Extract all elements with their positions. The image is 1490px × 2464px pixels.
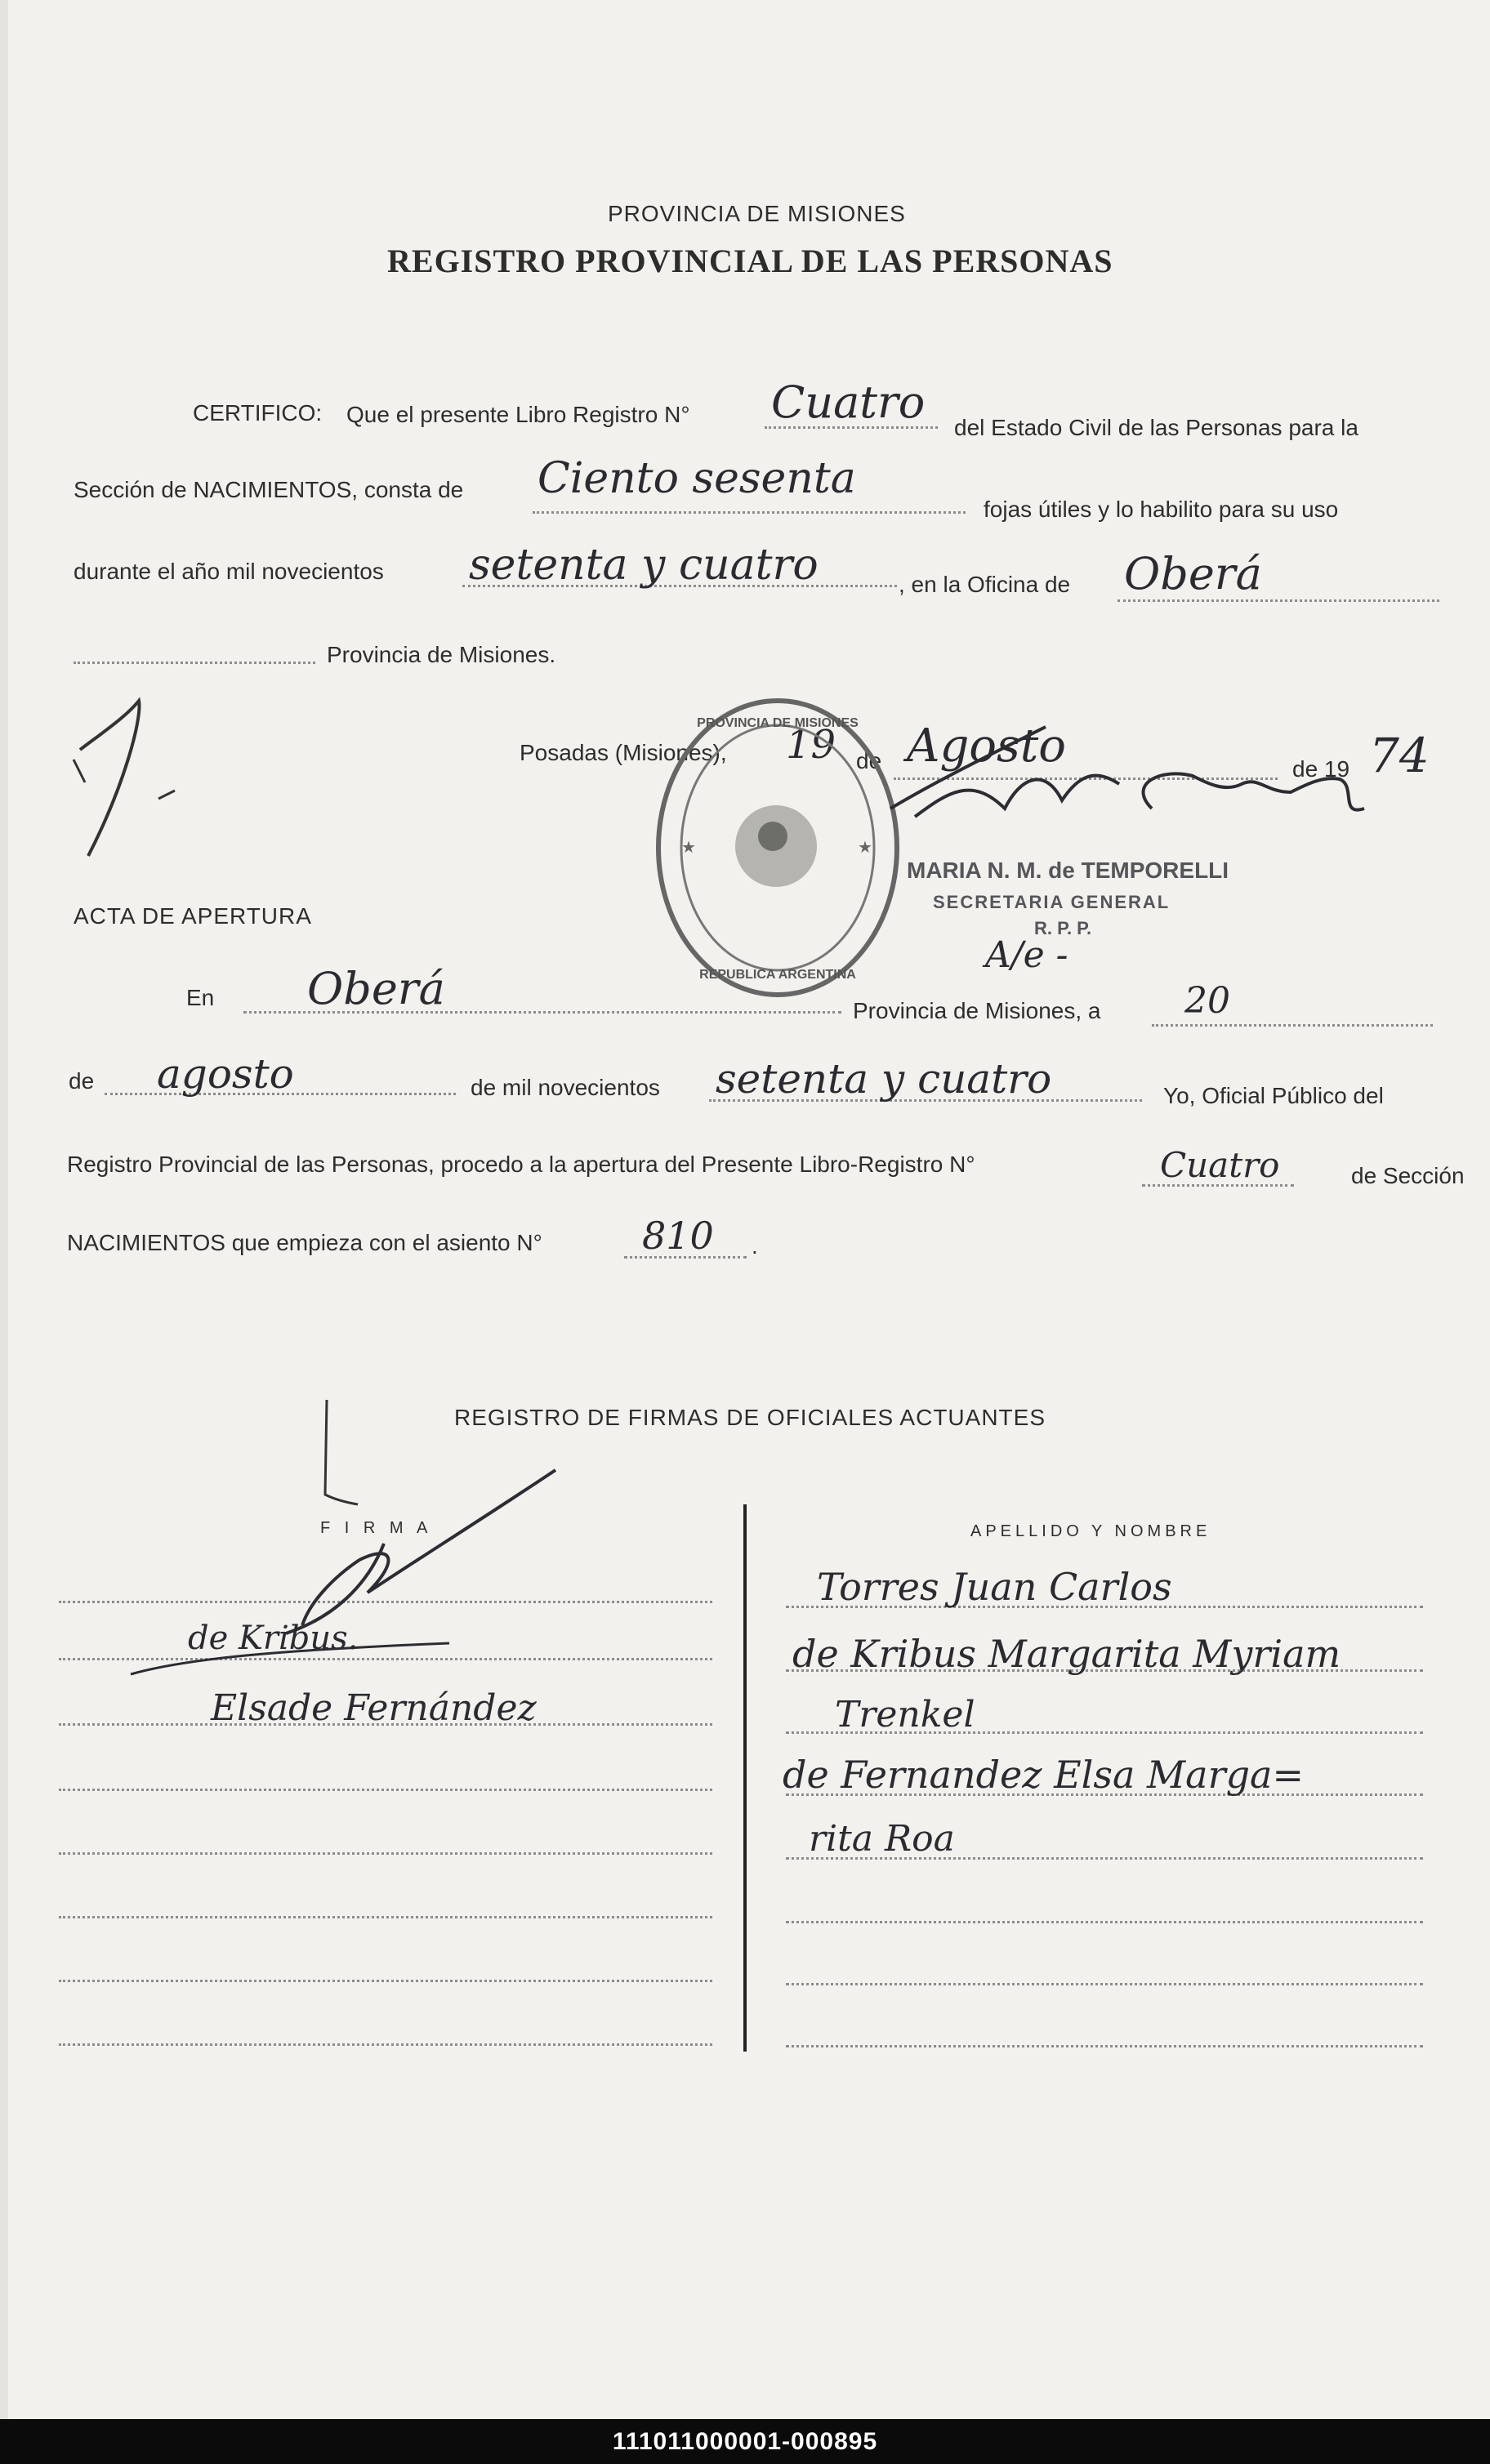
cert-line4: Provincia de Misiones.	[327, 642, 556, 667]
stamp-org: R. P. P.	[1034, 918, 1092, 938]
cert-line1-b: del Estado Civil de las Personas para la	[954, 415, 1358, 440]
cert-month: Agosto	[907, 720, 1066, 773]
official-name-5: rita Roa	[809, 1818, 955, 1860]
firma-line	[59, 2043, 712, 2046]
cert-year-prefix: de 19	[1292, 756, 1350, 782]
cert-line2-a: Sección de NACIMIENTOS, consta de	[74, 477, 464, 502]
acta-yo: Yo, Oficial Público del	[1163, 1083, 1384, 1108]
firma-line	[59, 1980, 712, 1982]
svg-text:REPUBLICA ARGENTINA: REPUBLICA ARGENTINA	[699, 968, 856, 982]
cert-folios: Ciento sesenta	[538, 454, 856, 503]
name-line	[786, 2045, 1423, 2047]
cert-day: 19	[786, 722, 836, 768]
svg-text:★: ★	[858, 837, 872, 857]
acta-day: 20	[1184, 980, 1230, 1022]
acta-year-words: setenta y cuatro	[716, 1055, 1052, 1103]
cert-office: Oberá	[1124, 548, 1262, 599]
cert-line2-b: fojas útiles y lo habilito para su uso	[984, 497, 1339, 522]
acta-day-dots	[1152, 1024, 1433, 1027]
secretary-signature	[882, 694, 1405, 874]
cert-year-suffix: 74	[1369, 728, 1430, 783]
header-registry: REGISTRO PROVINCIAL DE LAS PERSONAS	[387, 243, 1113, 279]
cert-lead: CERTIFICO:	[193, 400, 323, 426]
stamp-initials: A/e -	[985, 934, 1068, 976]
firma-line	[59, 1789, 712, 1791]
acta-city: Oberá	[307, 963, 445, 1014]
name-line	[786, 1921, 1423, 1923]
cert-year-words: setenta y cuatro	[469, 541, 819, 590]
name-line	[786, 1983, 1423, 1985]
page-edge	[0, 0, 8, 2419]
firma-line	[59, 1916, 712, 1918]
cert-line1-a: Que el presente Libro Registro N°	[346, 402, 690, 427]
acta-de: de	[69, 1068, 95, 1094]
cert-line4-dots	[74, 662, 315, 664]
official-seal	[654, 684, 915, 1011]
column-divider	[743, 1504, 747, 2052]
cert-place: Posadas (Misiones),	[520, 740, 727, 765]
cert-folios-dots	[533, 511, 966, 514]
margin-mark	[69, 684, 183, 864]
stamp-title: SECRETARIA GENERAL	[933, 892, 1171, 912]
cert-line3-a: durante el año mil novecientos	[74, 559, 384, 584]
firma-line	[59, 1852, 712, 1855]
signature-1: de Kribus.	[188, 1620, 359, 1657]
official-name-2: de Kribus Margarita Myriam	[792, 1632, 1341, 1676]
officials-title: REGISTRO DE FIRMAS DE OFICIALES ACTUANTES	[454, 1405, 1046, 1430]
header-province: PROVINCIA DE MISIONES	[608, 201, 906, 226]
acta-line4-b: .	[752, 1233, 758, 1259]
cert-de: de	[856, 748, 882, 773]
col-name-header: APELLIDO Y NOMBRE	[970, 1522, 1211, 1540]
official-name-4: de Fernandez Elsa Marga=	[783, 1753, 1304, 1797]
acta-book-number: Cuatro	[1160, 1145, 1280, 1185]
acta-line3-a: Registro Provincial de las Personas, procedo a la apertura del Presente Libro-Registro N°	[67, 1152, 975, 1177]
cert-office-dots	[1118, 599, 1439, 602]
official-name-1: Torres Juan Carlos	[817, 1565, 1172, 1609]
svg-text:★: ★	[681, 837, 696, 857]
footer-code: 111011000001-000895	[0, 2419, 1490, 2464]
stamp-name: MARIA N. M. de TEMPORELLI	[907, 858, 1229, 883]
official-name-3: Trenkel	[835, 1694, 975, 1735]
svg-text:PROVINCIA DE MISIONES: PROVINCIA DE MISIONES	[697, 716, 859, 730]
firma-line	[59, 1658, 712, 1660]
col-firma-header: F I R M A	[320, 1519, 433, 1537]
acta-month: agosto	[157, 1050, 294, 1098]
acta-line3-b: de Sección	[1351, 1163, 1465, 1188]
acta-provincia: Provincia de Misiones, a	[853, 998, 1101, 1023]
acta-en: En	[186, 985, 215, 1010]
acta-title: ACTA DE APERTURA	[74, 903, 312, 929]
acta-mil: de mil novecientos	[471, 1075, 660, 1100]
cert-line3-b: , en la Oficina de	[899, 572, 1071, 597]
acta-entry-number: 810	[642, 1214, 714, 1258]
cert-book-number: Cuatro	[771, 377, 926, 428]
signature-2: Elsade Fernández	[211, 1687, 537, 1729]
acta-line4-a: NACIMIENTOS que empieza con el asiento N°	[67, 1230, 542, 1255]
